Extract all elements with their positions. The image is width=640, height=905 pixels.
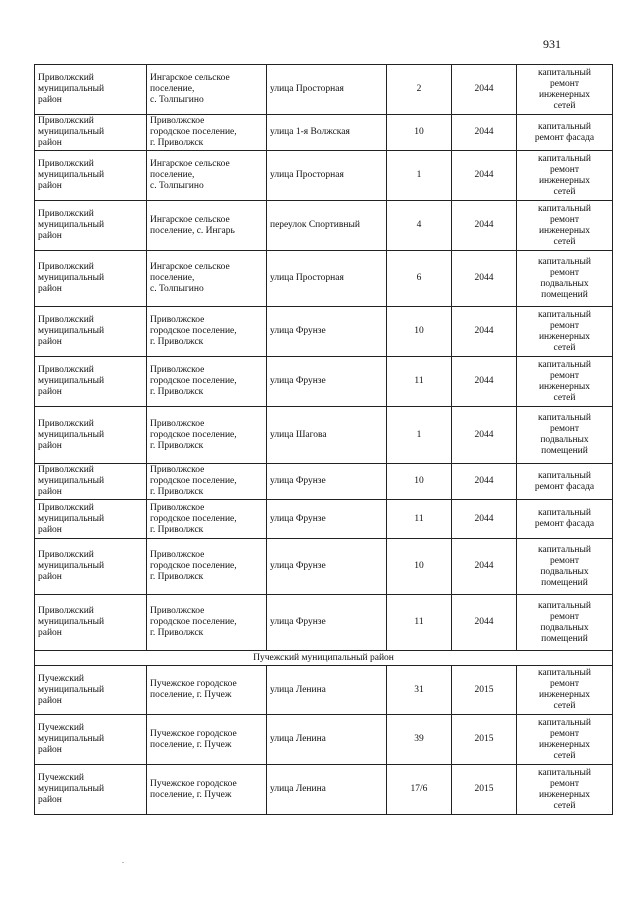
district-cell: Приволжский муниципальный район — [35, 151, 147, 201]
street-cell: улица Фрунзе — [267, 307, 387, 357]
house-number-cell: 10 — [387, 539, 452, 595]
year-cell: 2044 — [452, 307, 517, 357]
district-cell: Приволжский муниципальный район — [35, 464, 147, 500]
street-cell: улица Фрунзе — [267, 595, 387, 651]
work-type-cell: капитальный ремонт подвальных помещений — [517, 251, 613, 307]
table-row — [35, 201, 613, 251]
year-cell: 2044 — [452, 115, 517, 151]
district-cell: Приволжский муниципальный район — [35, 115, 147, 151]
settlement-cell: Приволжское городское поселение, г. Приволжск — [147, 539, 267, 595]
settlement-cell: Пучежское городское поселение, г. Пучеж — [147, 666, 267, 715]
street-cell: улица Фрунзе — [267, 464, 387, 500]
settlement-cell: Приволжское городское поселение, г. Приволжск — [147, 500, 267, 539]
table-row — [35, 307, 613, 357]
house-number-cell: 4 — [387, 201, 452, 251]
year-cell: 2044 — [452, 464, 517, 500]
house-number-cell: 10 — [387, 464, 452, 500]
district-cell: Приволжский муниципальный район — [35, 307, 147, 357]
settlement-cell: Приволжское городское поселение, г. Приволжск — [147, 595, 267, 651]
district-cell: Приволжский муниципальный район — [35, 595, 147, 651]
street-cell: улица Фрунзе — [267, 539, 387, 595]
work-type-cell: капитальный ремонт инженерных сетей — [517, 666, 613, 715]
house-number-cell: 6 — [387, 251, 452, 307]
scan-speck — [122, 862, 124, 863]
house-number-cell: 11 — [387, 357, 452, 407]
house-number-cell: 11 — [387, 595, 452, 651]
district-cell: Приволжский муниципальный район — [35, 500, 147, 539]
settlement-cell: Пучежское городское поселение, г. Пучеж — [147, 715, 267, 765]
settlement-cell: Приволжское городское поселение, г. Приволжск — [147, 464, 267, 500]
house-number-cell: 11 — [387, 500, 452, 539]
street-cell: переулок Спортивный — [267, 201, 387, 251]
district-cell: Приволжский муниципальный район — [35, 357, 147, 407]
work-type-cell: капитальный ремонт инженерных сетей — [517, 151, 613, 201]
work-type-cell: капитальный ремонт инженерных сетей — [517, 201, 613, 251]
work-type-cell: капитальный ремонт инженерных сетей — [517, 65, 613, 115]
year-cell: 2044 — [452, 65, 517, 115]
settlement-cell: Приволжское городское поселение, г. Приволжск — [147, 357, 267, 407]
table-row — [35, 407, 613, 464]
street-cell: улица Просторная — [267, 251, 387, 307]
street-cell: улица Ленина — [267, 715, 387, 765]
table-row — [35, 357, 613, 407]
table-row — [35, 500, 613, 539]
page-number: 931 — [543, 37, 561, 51]
settlement-cell: Ингарское сельское поселение, с. Толпыгино — [147, 65, 267, 115]
house-number-cell: 39 — [387, 715, 452, 765]
street-cell: улица Просторная — [267, 151, 387, 201]
settlement-cell: Ингарское сельское поселение, с. Толпыгино — [147, 151, 267, 201]
table-row — [35, 251, 613, 307]
street-cell: улица Фрунзе — [267, 500, 387, 539]
district-cell: Приволжский муниципальный район — [35, 65, 147, 115]
street-cell: улица Шагова — [267, 407, 387, 464]
settlement-cell: Приволжское городское поселение, г. Приволжск — [147, 115, 267, 151]
district-cell: Пучежский муниципальный район — [35, 765, 147, 815]
street-cell: улица Ленина — [267, 666, 387, 715]
year-cell: 2044 — [452, 251, 517, 307]
year-cell: 2015 — [452, 765, 517, 815]
house-number-cell: 17/6 — [387, 765, 452, 815]
settlement-cell: Ингарское сельское поселение, с. Толпыгино — [147, 251, 267, 307]
table-row — [35, 65, 613, 115]
district-cell: Приволжский муниципальный район — [35, 201, 147, 251]
settlement-cell: Приволжское городское поселение, г. Приволжск — [147, 307, 267, 357]
table-row — [35, 464, 613, 500]
section-header-row — [35, 651, 613, 666]
year-cell: 2015 — [452, 715, 517, 765]
street-cell: улица 1-я Волжская — [267, 115, 387, 151]
work-type-cell: капитальный ремонт подвальных помещений — [517, 407, 613, 464]
year-cell: 2015 — [452, 666, 517, 715]
year-cell: 2044 — [452, 539, 517, 595]
district-cell: Приволжский муниципальный район — [35, 539, 147, 595]
settlement-cell: Ингарское сельское поселение, с. Ингарь — [147, 201, 267, 251]
table-row — [35, 765, 613, 815]
district-cell: Приволжский муниципальный район — [35, 407, 147, 464]
work-type-cell: капитальный ремонт фасада — [517, 464, 613, 500]
street-cell: улица Ленина — [267, 765, 387, 815]
table-row — [35, 151, 613, 201]
work-type-cell: капитальный ремонт инженерных сетей — [517, 357, 613, 407]
year-cell: 2044 — [452, 500, 517, 539]
work-type-cell: капитальный ремонт подвальных помещений — [517, 539, 613, 595]
house-number-cell: 10 — [387, 115, 452, 151]
district-cell: Пучежский муниципальный район — [35, 666, 147, 715]
work-type-cell: капитальный ремонт фасада — [517, 115, 613, 151]
settlement-cell: Пучежское городское поселение, г. Пучеж — [147, 765, 267, 815]
work-type-cell: капитальный ремонт инженерных сетей — [517, 765, 613, 815]
table-row — [35, 666, 613, 715]
district-cell: Приволжский муниципальный район — [35, 251, 147, 307]
house-number-cell: 1 — [387, 407, 452, 464]
year-cell: 2044 — [452, 407, 517, 464]
district-cell: Пучежский муниципальный район — [35, 715, 147, 765]
street-cell: улица Фрунзе — [267, 357, 387, 407]
table-row — [35, 595, 613, 651]
work-type-cell: капитальный ремонт инженерных сетей — [517, 307, 613, 357]
settlement-cell: Приволжское городское поселение, г. Приволжск — [147, 407, 267, 464]
house-number-cell: 31 — [387, 666, 452, 715]
street-cell: улица Просторная — [267, 65, 387, 115]
section-title: Пучежский муниципальный район — [35, 651, 613, 666]
year-cell: 2044 — [452, 201, 517, 251]
work-type-cell: капитальный ремонт фасада — [517, 500, 613, 539]
work-type-cell: капитальный ремонт инженерных сетей — [517, 715, 613, 765]
table-body — [35, 65, 613, 815]
table-row — [35, 115, 613, 151]
year-cell: 2044 — [452, 595, 517, 651]
table-row — [35, 715, 613, 765]
house-number-cell: 1 — [387, 151, 452, 201]
year-cell: 2044 — [452, 357, 517, 407]
work-type-cell: капитальный ремонт подвальных помещений — [517, 595, 613, 651]
house-number-cell: 2 — [387, 65, 452, 115]
house-number-cell: 10 — [387, 307, 452, 357]
repair-schedule-table — [34, 64, 613, 815]
table-row — [35, 539, 613, 595]
year-cell: 2044 — [452, 151, 517, 201]
